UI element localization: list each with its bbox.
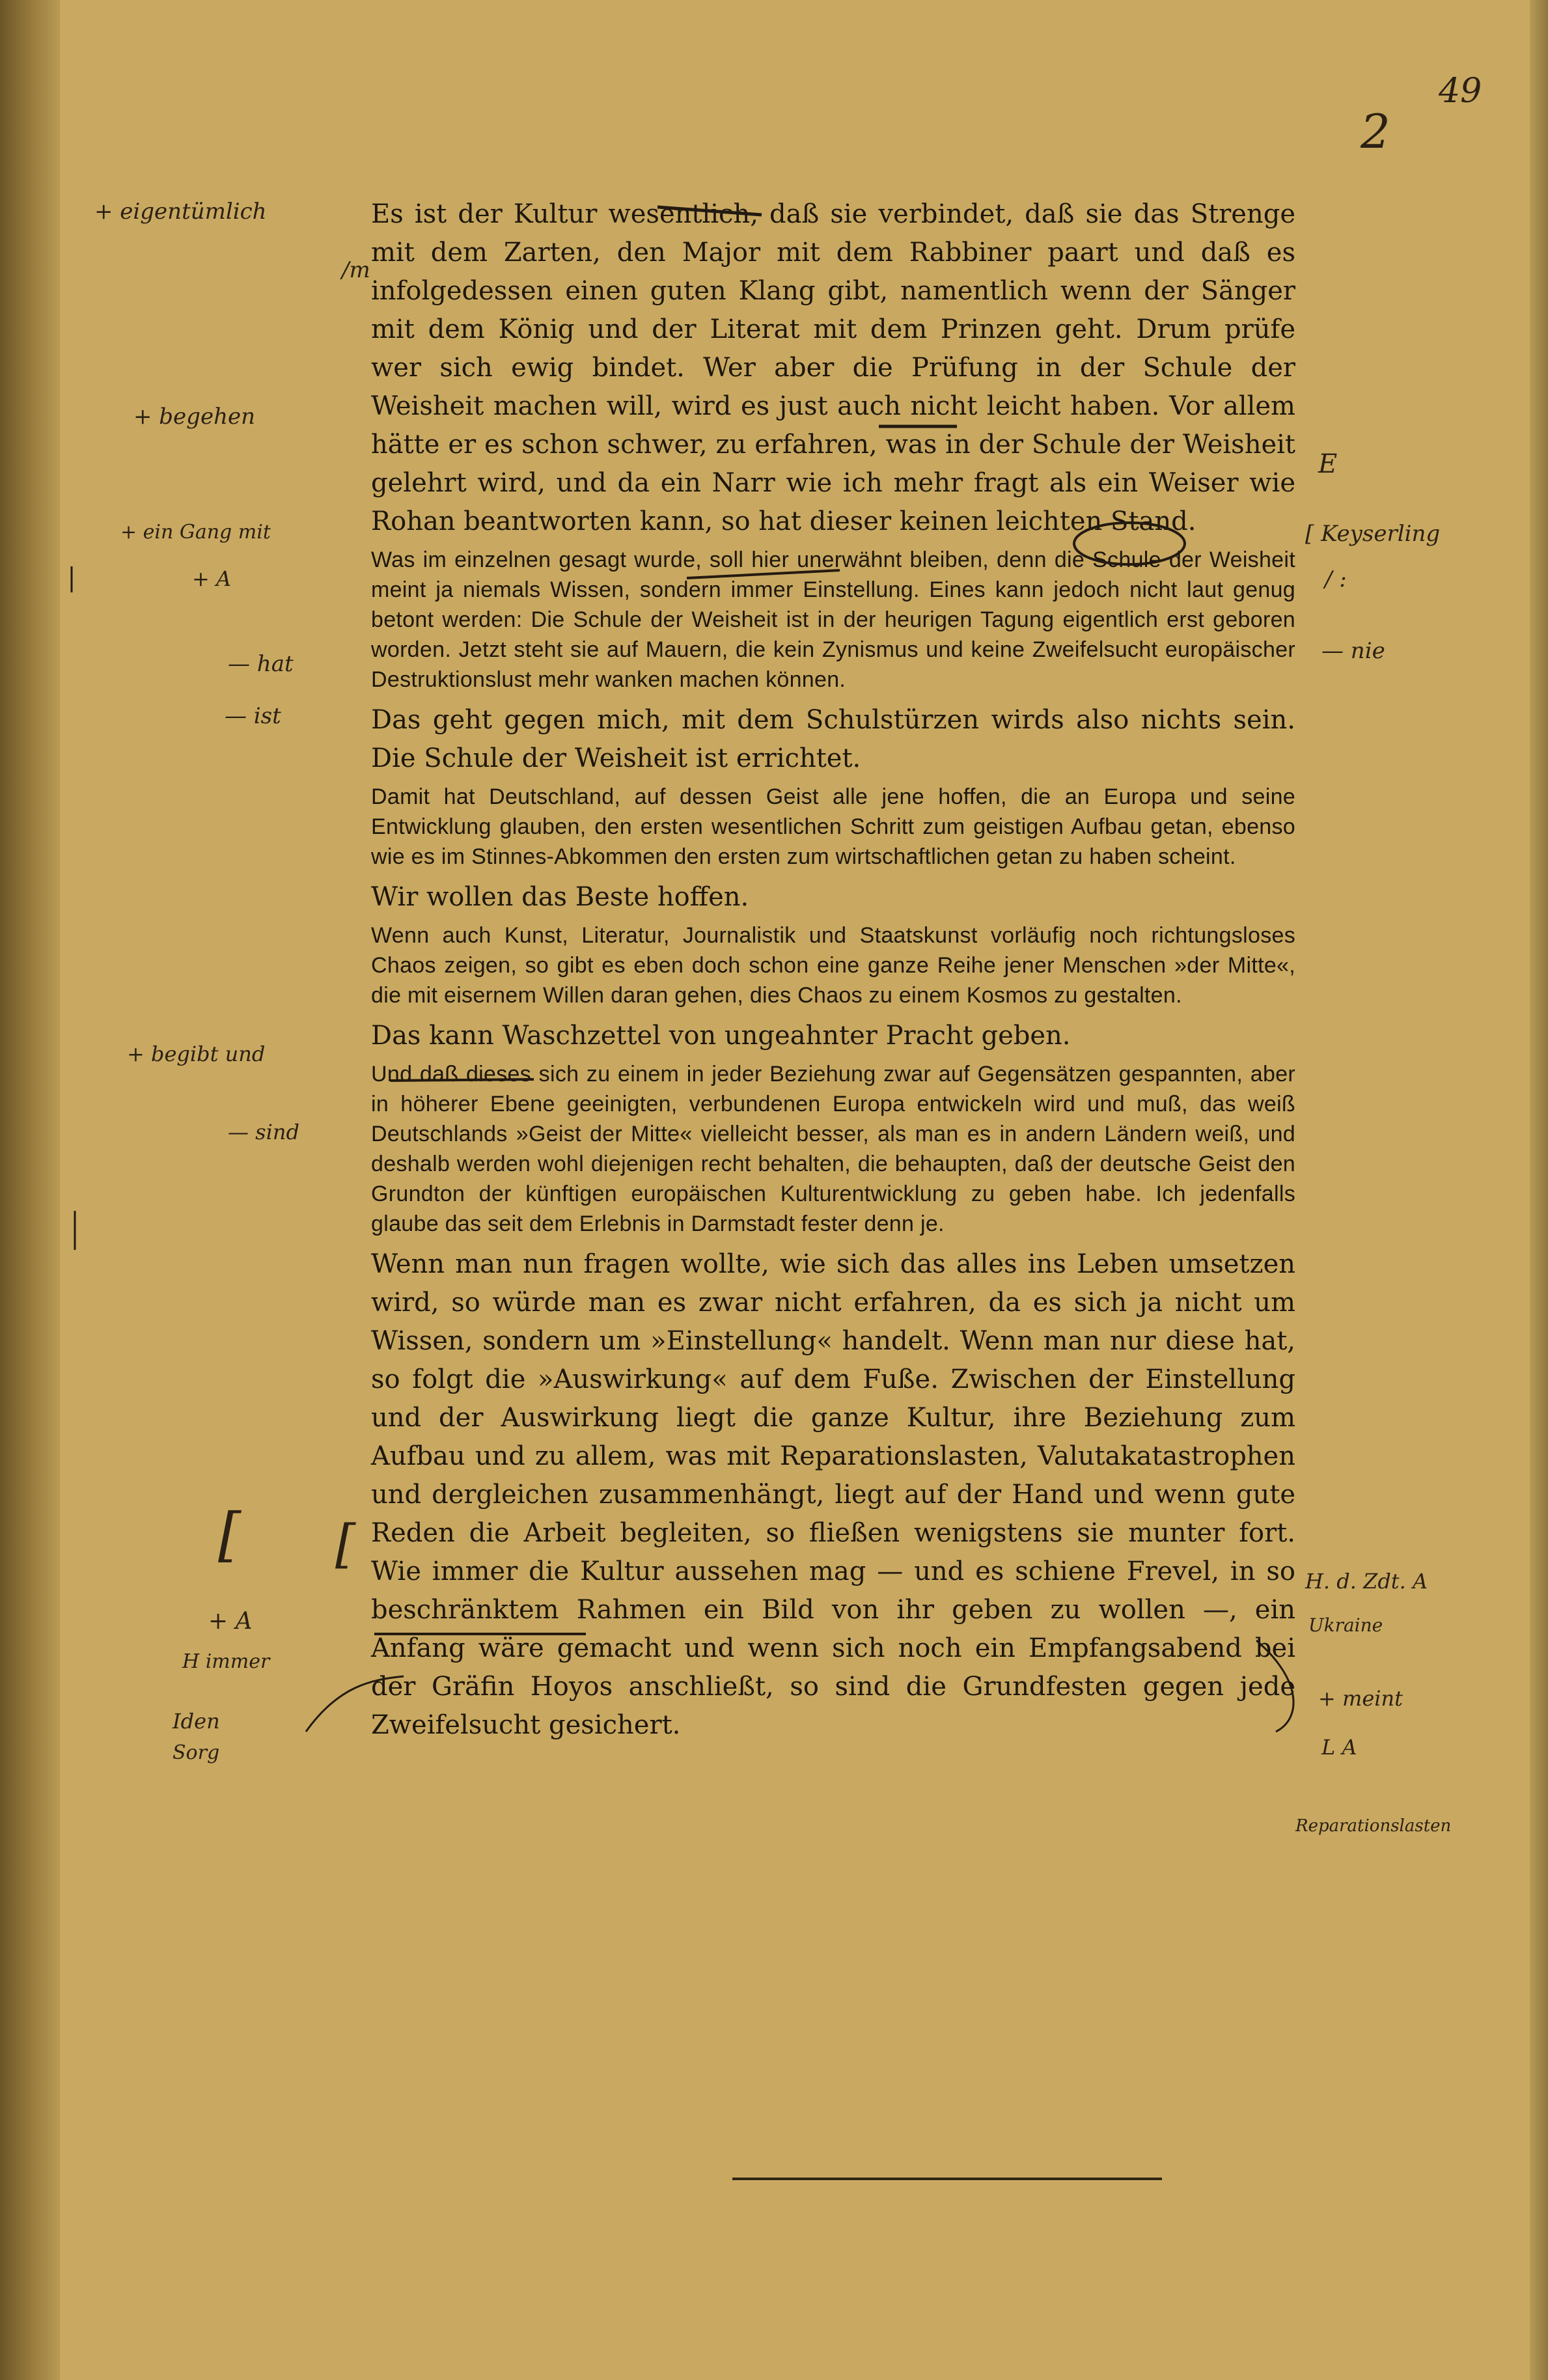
strike-through: [657, 207, 762, 215]
folio-number: 49: [1439, 72, 1482, 111]
margin-note: + A: [192, 566, 232, 591]
margin-note: Iden: [173, 1709, 220, 1734]
paragraph: Es ist der Kultur wesentlich, daß sie verbindet, daß sie das Strenge mit dem Zarten, den Major mit dem Rabbiner paart und daß es infolgedessen einen guten Klang gibt, namentlich wenn der Sänger mit dem König und der Literat mit dem Prinzen geht. Drum prüfe wer sich ewig bindet. Wer aber die Prüfung in der Schule der Weisheit machen will, wird es just auch nicht leicht haben. Vor allem hätte er es schon schwer, zu erfahren, was in der Schule der Weisheit gelehrt wird, und da ein Narr wie ich mehr fragt als ein Weiser wie Rohan beantworten kann, so hat dieser keinen leichten Stand.: [371, 199, 1295, 536]
margin-note: Sorg: [173, 1741, 220, 1764]
quoted-paragraph: Wenn auch Kunst, Literatur, Journalistik und Staatskunst vorläufig noch richtungsloses Chaos zeigen, so gibt es eben doch schon eine ganze Reihe jener Menschen »der Mitte«, die mit eisernem Willen daran gehen, dies Chaos zu einem Kosmos zu gestalten.: [371, 923, 1295, 1008]
circled-word: [1074, 523, 1185, 564]
quoted-paragraph: Damit hat Deutschland, auf dessen Geist alle jene hoffen, die an Europa und seine Entwicklung glauben, den ersten wesentlichen Schritt zum geistigen Aufbau getan, ebenso wie es im Stinnes-Abkommen den ersten zum wirtschaftlichen getan zu haben scheint.: [371, 784, 1295, 869]
strike-through: [391, 1079, 534, 1081]
margin-note: — sind: [228, 1120, 299, 1144]
paragraph: Das geht gegen mich, mit dem Schulstürzen wirds also nichts sein. Die Schule der Weisheit ist errichtet.: [371, 705, 1295, 773]
page-mark: 2: [1361, 104, 1390, 159]
margin-note: [ Keyserling: [1305, 521, 1441, 547]
paragraph: Wenn man nun fragen wollte, wie sich das alles ins Leben umsetzen wird, so würde man es zwar nicht erfahren, da es sich ja nicht um Wissen, sondern um »Einstellung« handelt. Wenn man nur diese hat, so folgt die »Auswirkung« auf dem Fuße. Zwischen der Einstellung und der Auswirkung liegt die ganze Kultur, ihre Beziehung zum Aufbau und zu allem, was mit Reparationslasten, Valutakatastrophen und dergleichen zusammenhängt, liegt auf der Hand und wenn gute Reden die Arbeit begleiten, so fließen wenigstens sie munter fort. Wie immer die Kultur aussehen mag — und es schiene Frevel, in so beschränktem Rahmen ein Bild von ihr geben zu wollen —, ein Anfang wäre gemacht und wenn sich noch ein Empfangsabend bei der Gräfin Hoyos anschließt, so sind die Grundfesten gegen jede Zweifelsucht gesichert.: [371, 1249, 1295, 1740]
margin-note: + ein Gang mit: [120, 521, 271, 544]
strike-through: [687, 570, 840, 578]
quoted-paragraph: Was im einzelnen gesagt wurde, soll hier unerwähnt bleiben, denn die Schule der Weisheit meint ja niemals Wissen, sondern immer Einstellung. Eines kann jedoch nicht laut genug betont werden: Die Schule der Weisheit ist in der heurigen Tagung eigentlich erst geboren worden. Jetzt steht sie auf Mauern, die kein Zynismus und keine Zweifelsucht europäischer Destruktionslust mehr wanken machen können.: [371, 547, 1295, 692]
margin-note: H immer: [182, 1650, 270, 1673]
margin-note: — hat: [228, 651, 294, 677]
pen-stroke: [306, 1676, 404, 1732]
margin-note: / :: [1325, 566, 1347, 592]
margin-note: — ist: [225, 703, 281, 729]
margin-note: — nie: [1321, 638, 1385, 664]
bracket-mark: [: [335, 1514, 356, 1574]
margin-note: /m: [342, 257, 370, 283]
paragraph: Das kann Waschzettel von ungeahnter Pracht geben.: [371, 1021, 1071, 1051]
bracket-mark: [: [218, 1501, 242, 1569]
margin-note: + begehen: [133, 404, 255, 430]
quoted-paragraph: Und daß dieses sich zu einem in jeder Beziehung zwar auf Gegensätzen gespannten, aber in höherer Ebene geeinigten, verbundenen Europa entwickeln wird und muß, das weiß Deutschlands »Geist der Mitte« vielleicht besser, als man es in andern Ländern weiß, und deshalb werden wohl diejenigen recht behalten, die behaupten, daß der deutsche Geist den Grundton der künftigen europäischen Kulturentwicklung zu geben habe. Ich jedenfalls glaube das seit dem Erlebnis in Darmstadt fester denn je.: [371, 1062, 1295, 1236]
closing-rule: [732, 2178, 1162, 2180]
margin-note: + A: [208, 1608, 253, 1635]
margin-note: Ukraine: [1308, 1614, 1383, 1636]
margin-note: + eigentümlich: [94, 199, 267, 225]
margin-note: + begibt und: [127, 1042, 266, 1066]
margin-note: Reparationslasten: [1295, 1816, 1452, 1836]
margin-note: L A: [1321, 1735, 1357, 1760]
margin-note: E: [1318, 449, 1338, 479]
paragraph: Wir wollen das Beste hoffen.: [371, 882, 749, 912]
pen-stroke: [1256, 1640, 1293, 1732]
margin-note: + meint: [1318, 1686, 1403, 1711]
margin-note: H. d. Zdt. A: [1305, 1569, 1428, 1594]
